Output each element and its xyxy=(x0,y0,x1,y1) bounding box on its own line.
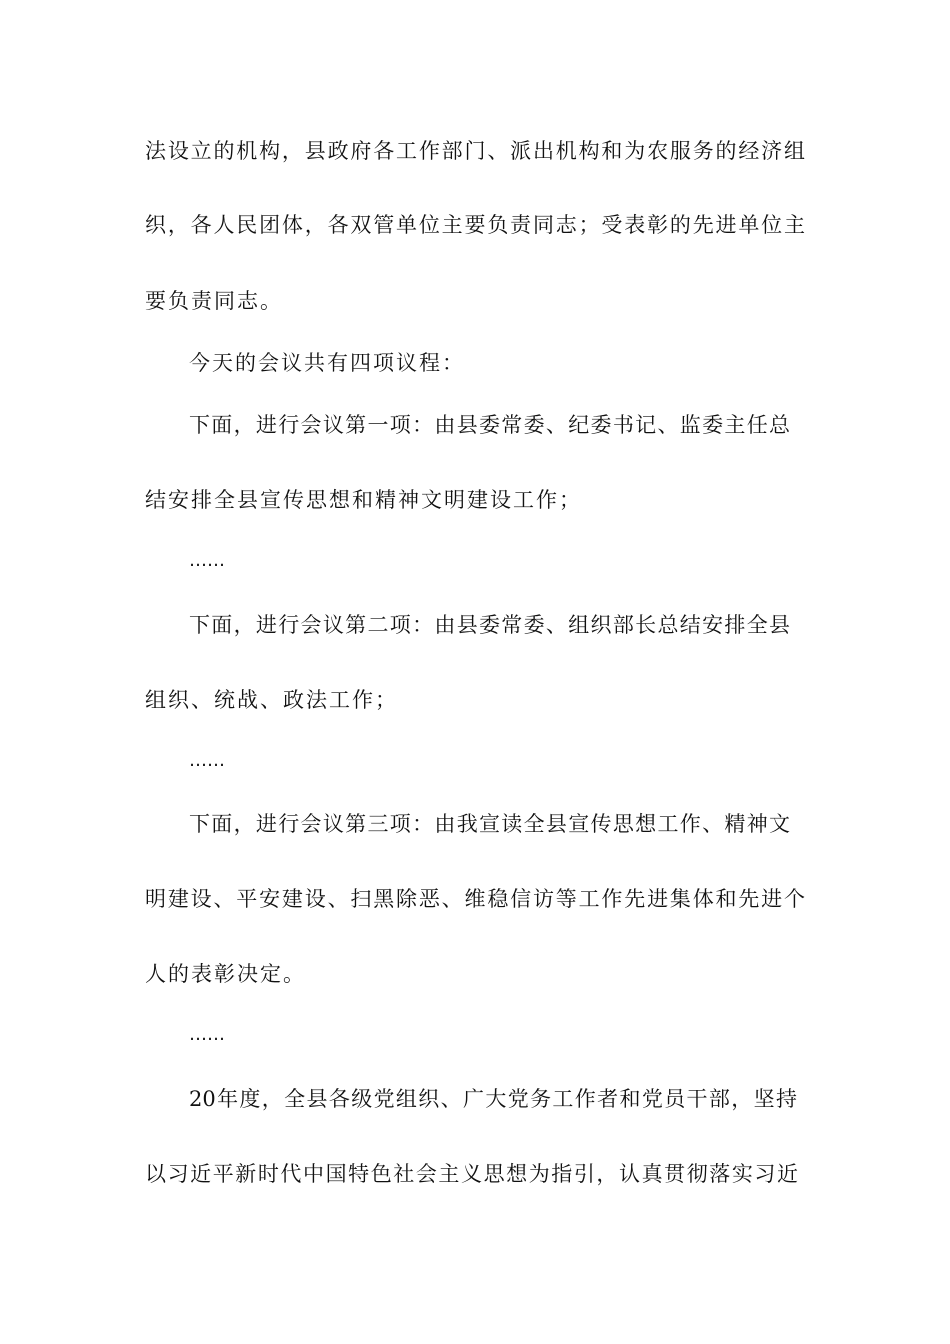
ellipsis-line: …… xyxy=(189,550,225,571)
paragraph-line: 法设立的机构，县政府各工作部门、派出机构和为农服务的经济组 xyxy=(145,139,805,163)
paragraph-line: 下面，进行会议第一项：由县委常委、纪委书记、监委主任总 xyxy=(189,413,790,437)
paragraph-line: 人的表彰决定。 xyxy=(145,962,306,986)
paragraph-line: 今天的会议共有四项议程： xyxy=(189,351,465,375)
paragraph-line: 20年度，全县各级党组织、广大党务工作者和党员干部，坚持 xyxy=(189,1087,797,1111)
paragraph-line: 明建设、平安建设、扫黑除恶、维稳信访等工作先进集体和先进个 xyxy=(145,887,805,911)
paragraph-line: 组织、统战、政法工作； xyxy=(145,688,398,712)
paragraph-line: 下面，进行会议第二项：由县委常委、组织部长总结安排全县 xyxy=(189,613,790,637)
ellipsis-line: …… xyxy=(189,1024,225,1045)
paragraph-line: 结安排全县宣传思想和精神文明建设工作； xyxy=(145,488,582,512)
paragraph-line: 要负责同志。 xyxy=(145,289,283,313)
ellipsis-line: …… xyxy=(189,750,225,771)
paragraph-line: 以习近平新时代中国特色社会主义思想为指引，认真贯彻落实习近 xyxy=(145,1162,798,1186)
paragraph-line: 下面，进行会议第三项：由我宣读全县宣传思想工作、精神文 xyxy=(189,812,790,836)
paragraph-line: 织，各人民团体，各双管单位主要负责同志；受表彰的先进单位主 xyxy=(145,213,805,237)
